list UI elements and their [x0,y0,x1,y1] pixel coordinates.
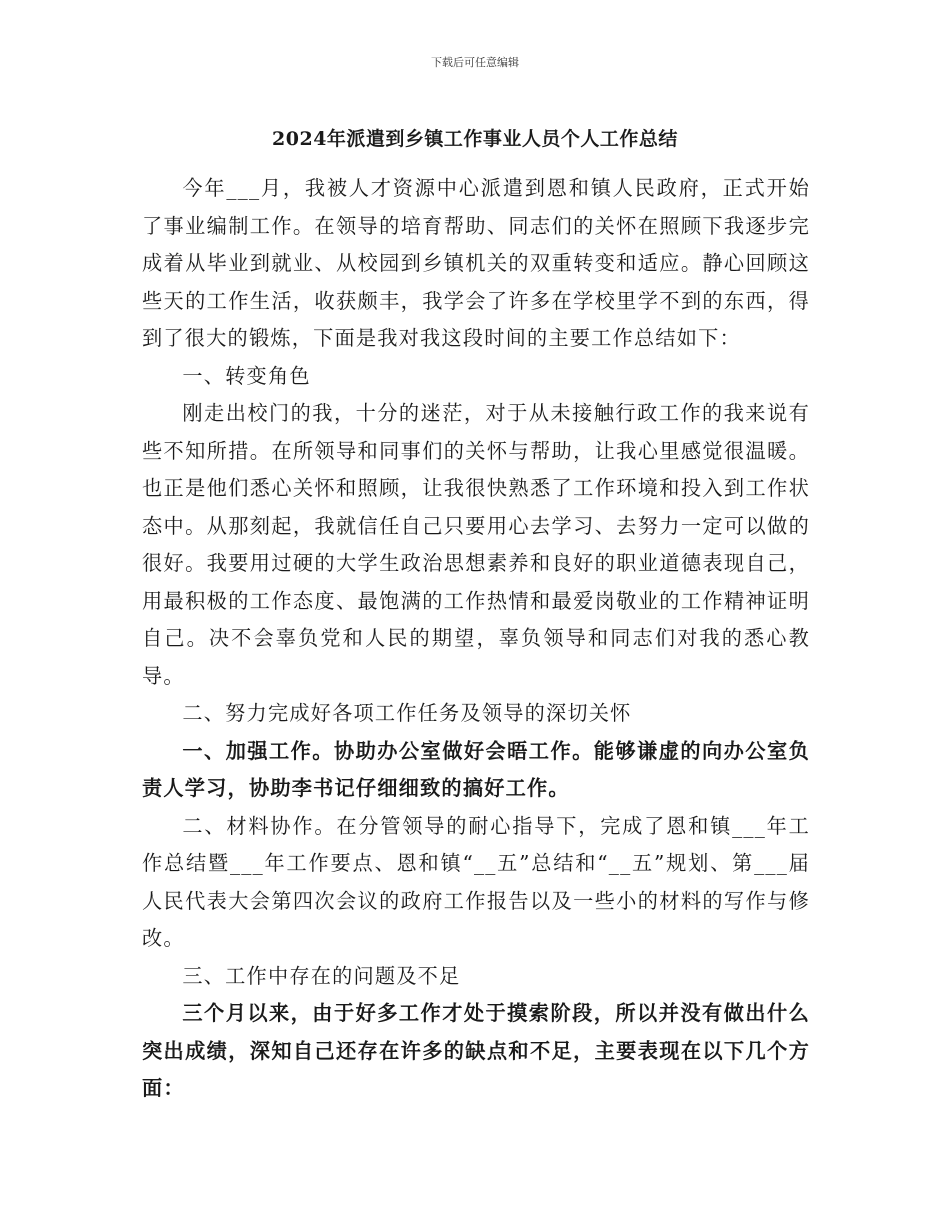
header-note: 下载后可任意编辑 [431,56,519,69]
section-2-item-1: 一、加强工作。协助办公室做好会晤工作。能够谦虚的向办公室负责人学习，协助李书记仔细细致的搞好工作。 [142,738,810,800]
section-heading-2: 二、努力完成好各项工作任务及领导的深切关怀 [182,701,632,725]
section-2-item-2: 二、材料协作。在分管领导的耐心指导下，完成了恩和镇___年工作总结暨___年工作要点、恩和镇“__五”总结和“__五”规划、第___届人民代表大会第四次会议的政府工作报告以及一些小的材料的写作与修改。 [142,813,810,950]
section-1-paragraph: 刚走出校门的我，十分的迷茫，对于从未接触行政工作的我来说有些不知所措。在所领导和同事们的关怀与帮助，让我心里感觉很温暖。也正是他们悉心关怀和照顾，让我很快熟悉了工作环境和投入到工作状态中。从那刻起，我就信任自己只要用心去学习、去努力一定可以做的很好。我要用过硬的大学生政治思想素养和良好的职业道德表现自己，用最积极的工作态度、最饱满的工作热情和最爱岗敬业的工作精神证明自己。决不会辜负党和人民的期望，辜负领导和同志们对我的悉心教导。 [142,401,810,688]
intro-paragraph: 今年___月，我被人才资源中心派遣到恩和镇人民政府，正式开始了事业编制工作。在领导的培育帮助、同志们的关怀在照顾下我逐步完成着从毕业到就业、从校园到乡镇机关的双重转变和适应。静心回顾这些天的工作生活，收获颇丰，我学会了许多在学校里学不到的东西，得到了很大的锻炼，下面是我对我这段时间的主要工作总结如下： [142,176,810,350]
document-body [142,170,810,1108]
document-title: 2024年派遣到乡镇工作事业人员个人工作总结 [272,128,678,150]
section-3-paragraph: 三个月以来，由于好多工作才处于摸索阶段，所以并没有做出什么突出成绩，深知自己还存在许多的缺点和不足，主要表现在以下几个方面： [142,1001,810,1100]
section-heading-1: 一、转变角色 [182,363,311,388]
section-heading-3: 三、工作中存在的问题及不足 [182,963,461,988]
